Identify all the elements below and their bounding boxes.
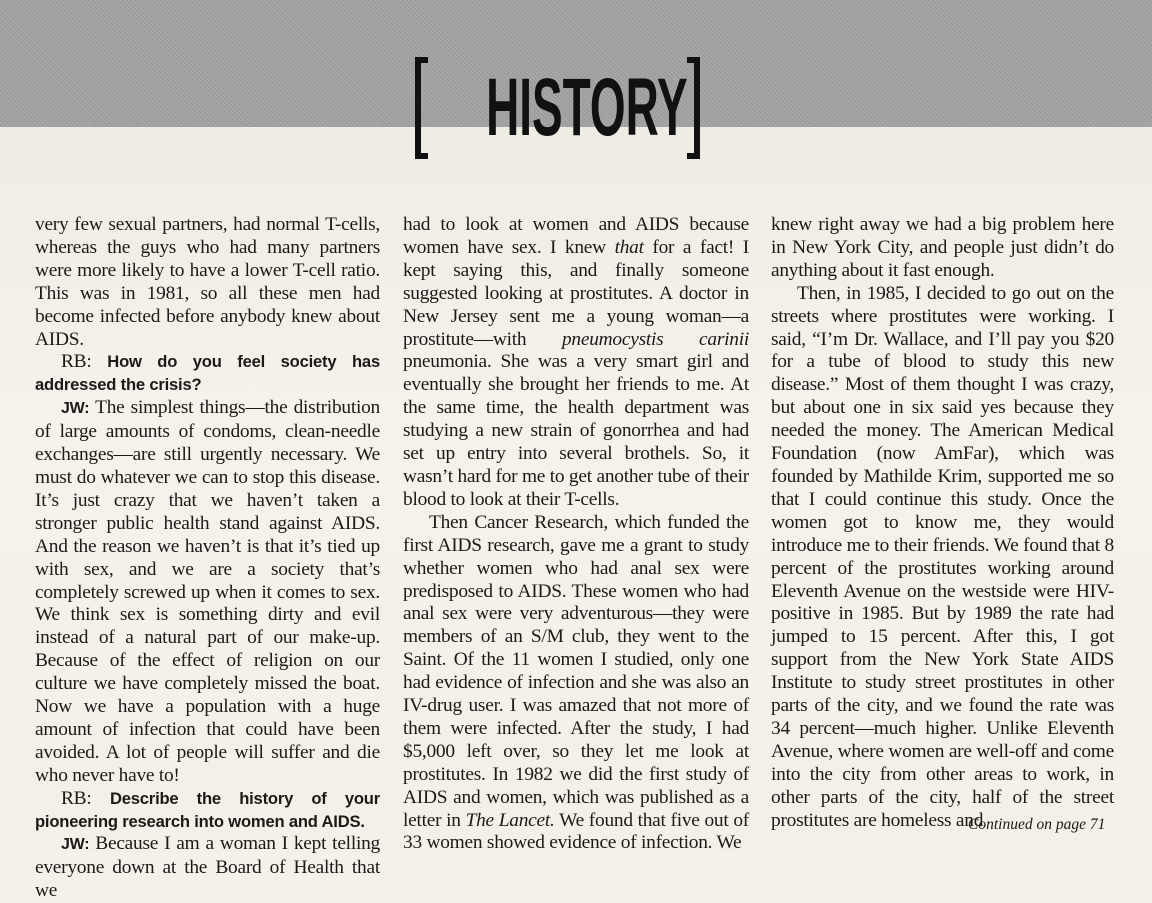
- column-2: [403, 214, 749, 855]
- speaker-label: RB:: [61, 787, 92, 809]
- interview-answer: JW: Because I am a woman I kept telling everyone down at the Board of Health that we: [35, 833, 380, 902]
- interview-question: [35, 351, 380, 397]
- continued-note: Continued on page 71: [968, 816, 1106, 833]
- section-title: HISTORY: [485, 62, 688, 153]
- speaker-label: RB:: [61, 351, 92, 373]
- speaker-label: JW:: [61, 400, 90, 418]
- question-text: How do you feel society has addressed the crisis?: [35, 352, 380, 395]
- left-bracket: [415, 57, 428, 159]
- interview-question: [35, 788, 380, 834]
- speaker-label: JW:: [61, 836, 90, 854]
- interview-answer: JW: The simplest things—the distribution of large amounts of condoms, clean-needle exchanges—are still urgently necessary. We must do whatever we can to stop this disease. It’s just crazy that we haven’t taken a stronger public health stand against AIDS. And the reason we haven’t is that it’s tied up with sex, and we are a society that’s completely screwed up when it comes to sex. We think sex is something dirty and evil instead of a natural part of our make-up. Because of the effect of religion on our culture we have completely missed the boat. Now we have a population with a huge amount of infection that could have been avoided. A lot of people will suffer and die who never have to!: [35, 397, 381, 786]
- column-3: [771, 214, 1114, 832]
- column-1: [35, 214, 380, 903]
- paragraph: very few sexual partners, had normal T-cells, whereas the guys who had many partners were more likely to have a lower T-cell ratio. This was in 1981, so all these men had become infected before anybody knew about AIDS.: [35, 214, 380, 350]
- paragraph: Then, in 1985, I decided to go out on the streets where prostitutes were working. I said, “I’m Dr. Wallace, and I’ll pay you $20 for a tube of blood to study this new disease.” Most of them thought I was crazy, but about one in six said yes because they needed the money. The American Medical Foundation (now AmFar), which was founded by Mathilde Krim, supported me so that I could continue this study. Once the women got to know me, they would introduce me to their friends. We found that 8 percent of the prostitutes working around Eleventh Avenue on the westside were HIV-positive in 1985. But by 1989 the rate had jumped to 15 percent. After this, I got support from the New York State AIDS Institute to study street prostitutes in other parts of the city, and we found the rate was 34 percent—much higher. Unlike Eleventh Avenue, where women are well-off and come into the city from other areas to work, in other parts of the city, half of the street prostitutes are homeless and: [771, 282, 1114, 831]
- section-label: [412, 52, 702, 164]
- paragraph: knew right away we had a big problem here in New York City, and people just didn’t do anything about it fast enough.: [771, 214, 1114, 281]
- paragraph: had to look at women and AIDS because women have sex. I knew that for a fact! I kept saying this, and finally someone suggested looking at prostitutes. A doctor in New Jersey sent me a young woman—a prostitute—with pneumocystis carinii pneumonia. She was a very smart girl and eventually she brought her friends to me. At the same time, the health department was studying a new strain of gonorrhea and had set up entry into several brothels. So, it wasn’t hard for me to get another tube of their blood to look at their T-cells.: [403, 214, 749, 510]
- paragraph: Then Cancer Research, which funded the first AIDS research, gave me a grant to study whether women who had anal sex were predisposed to AIDS. These women who had anal sex were very adventurous—they were members of an S/M club, they went to the Saint. Of the 11 women I studied, only one had evidence of infection and she was also an IV-drug user. I was amazed that not more of them were infected. After the study, I had $5,000 left over, so they let me look at prostitutes. In 1982 we did the first study of AIDS and women, which was published as a letter in The Lancet. We found that five out of 33 women showed evidence of infection. We: [403, 511, 749, 854]
- right-bracket: [687, 57, 700, 159]
- question-text: Describe the history of your pioneering research into women and AIDS.: [35, 788, 380, 831]
